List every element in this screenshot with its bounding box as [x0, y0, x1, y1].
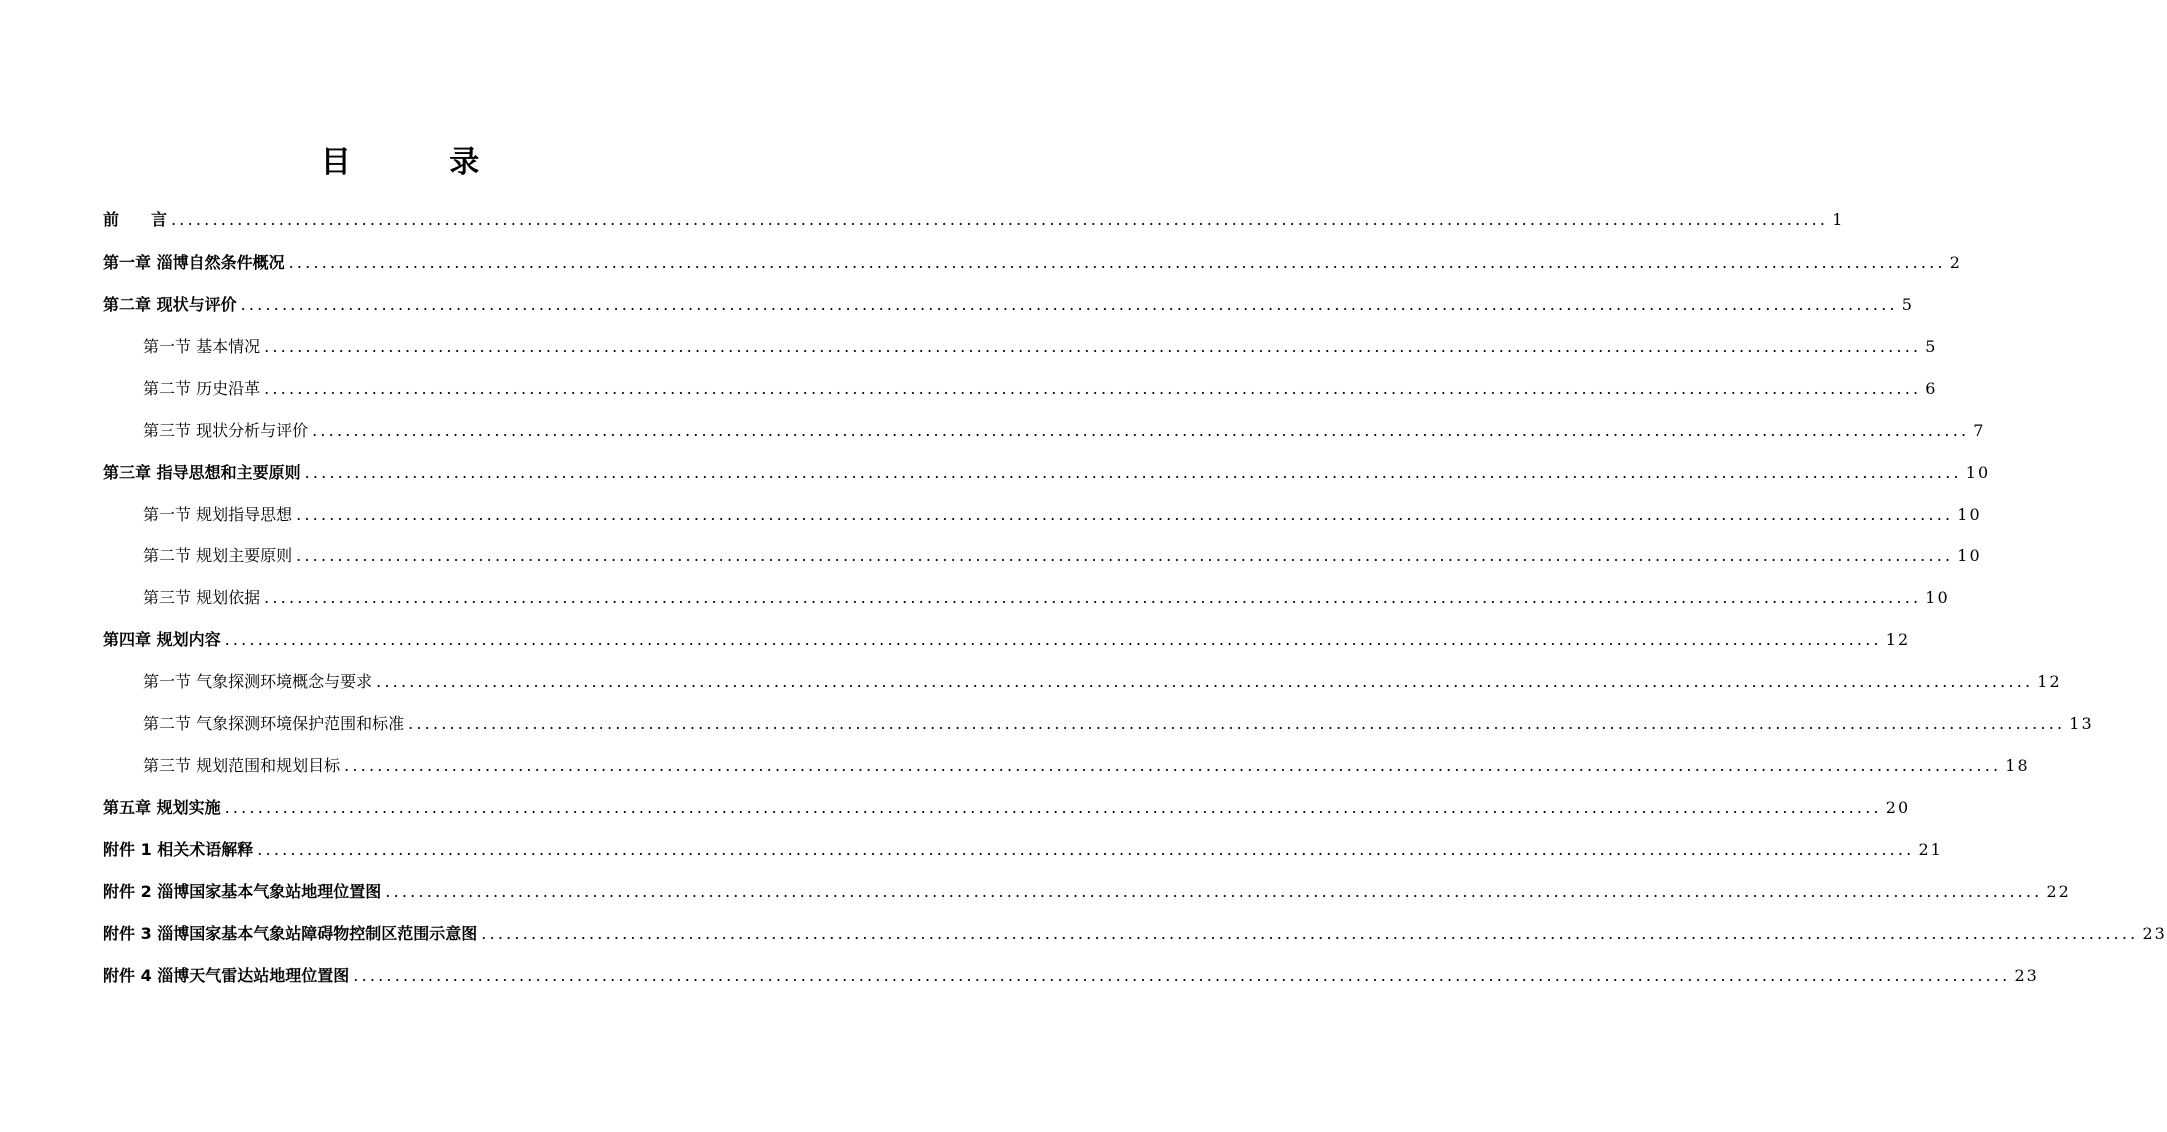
toc-entry-page: 7 [1973, 421, 1986, 440]
toc-entry-section-4-1[interactable] [143, 670, 2062, 694]
toc-entry-page: 18 [2005, 756, 2030, 775]
toc-leader-dots: ........................................................................................................................................................................................................ [288, 253, 1946, 272]
toc-entry-label: 第二章 现状与评价 [103, 295, 237, 314]
toc-entry-page: 13 [2069, 714, 2094, 733]
toc-entry-label: 第三章 指导思想和主要原则 [103, 463, 301, 482]
toc-entry-section-4-2[interactable] [143, 712, 2094, 736]
toc-entry-page: 12 [2037, 672, 2062, 691]
toc-entry-label: 第二节 历史沿革 [143, 379, 261, 398]
toc-entry-page: 10 [1957, 546, 1982, 565]
toc-leader-dots: ........................................................................................................................................................................................................ [353, 966, 2011, 985]
toc-entry-section-2-3[interactable] [143, 419, 1986, 443]
toc-entry-chapter-4[interactable] [103, 628, 1911, 652]
toc-entry-label: 第四章 规划内容 [103, 630, 221, 649]
toc-entry-page: 2 [1949, 253, 1962, 272]
toc-entry-label: 附件 2 淄博国家基本气象站地理位置图 [103, 882, 382, 901]
toc-entry-label: 第二节 气象探测环境保护范围和标准 [143, 714, 405, 733]
toc-entry-section-2-1[interactable] [143, 335, 1938, 359]
toc-leader-dots: ........................................................................................................................................................................................................ [408, 714, 2066, 733]
toc-entry-page: 10 [1957, 505, 1982, 524]
toc-entry-label: 第三节 规划依据 [143, 588, 261, 607]
toc-entry-label: 第三节 规划范围和规划目标 [143, 756, 341, 775]
toc-entry-label: 第一章 淄博自然条件概况 [103, 253, 285, 272]
toc-entry-page: 5 [1925, 337, 1938, 356]
toc-entry-appendix-3[interactable] [103, 922, 2167, 946]
toc-entry-label: 前 言 [103, 210, 168, 229]
toc-leader-dots: ........................................................................................................................................................................................................ [296, 546, 1954, 565]
toc-leader-dots: ........................................................................................................................................................................................................ [312, 421, 1970, 440]
toc-entry-page: 10 [1965, 463, 1991, 482]
toc-entry-section-3-1[interactable] [143, 503, 1982, 527]
toc-leader-dots: ........................................................................................................................................................................................................ [257, 840, 1915, 859]
toc-entry-label: 第一节 基本情况 [143, 337, 261, 356]
toc-leader-dots: ........................................................................................................................................................................................................ [376, 672, 2034, 691]
toc-entry-page: 6 [1925, 379, 1938, 398]
toc-leader-dots: ........................................................................................................................................................................................................ [264, 588, 1922, 607]
toc-leader-dots: ........................................................................................................................................................................................................ [224, 630, 1882, 649]
toc-leader-dots: ........................................................................................................................................................................................................ [224, 798, 1882, 817]
toc-entry-appendix-2[interactable] [103, 880, 2071, 904]
page-title: 目 录 [320, 145, 524, 180]
toc-entry-section-3-3[interactable] [143, 586, 1950, 610]
toc-entry-page: 22 [2046, 882, 2071, 901]
toc-entry-preface[interactable] [103, 208, 1845, 232]
toc-leader-dots: ........................................................................................................................................................................................................ [344, 756, 2002, 775]
toc-leader-dots: ........................................................................................................................................................................................................ [481, 924, 2139, 943]
toc-entry-section-3-2[interactable] [143, 544, 1982, 568]
toc-entry-page: 1 [1832, 210, 1845, 229]
toc-leader-dots: ........................................................................................................................................................................................................ [171, 210, 1829, 229]
toc-entry-label: 附件 1 相关术语解释 [103, 840, 254, 859]
toc-entry-label: 第二节 规划主要原则 [143, 546, 293, 565]
toc-entry-page: 21 [1918, 840, 1943, 859]
toc-entry-chapter-5[interactable] [103, 796, 1911, 820]
toc-entry-page: 23 [2014, 966, 2039, 985]
toc-leader-dots: ........................................................................................................................................................................................................ [264, 337, 1922, 356]
toc-entry-chapter-3[interactable] [103, 461, 1991, 485]
toc-entry-section-2-2[interactable] [143, 377, 1938, 401]
toc-leader-dots: ........................................................................................................................................................................................................ [264, 379, 1922, 398]
toc-entry-page: 23 [2142, 924, 2167, 943]
toc-entry-chapter-2[interactable] [103, 293, 1914, 317]
toc-entry-page: 20 [1885, 798, 1911, 817]
toc-leader-dots: ........................................................................................................................................................................................................ [240, 295, 1898, 314]
toc-entry-page: 10 [1925, 588, 1950, 607]
toc-leader-dots: ........................................................................................................................................................................................................ [304, 463, 1962, 482]
toc-entry-section-4-3[interactable] [143, 754, 2030, 778]
toc-entry-label: 附件 4 淄博天气雷达站地理位置图 [103, 966, 350, 985]
toc-entry-appendix-4[interactable] [103, 964, 2039, 988]
toc-entry-appendix-1[interactable] [103, 838, 1943, 862]
toc-entry-label: 附件 3 淄博国家基本气象站障碍物控制区范围示意图 [103, 924, 478, 943]
toc-entry-label: 第三节 现状分析与评价 [143, 421, 309, 440]
toc-leader-dots: ........................................................................................................................................................................................................ [385, 882, 2043, 901]
toc-leader-dots: ........................................................................................................................................................................................................ [296, 505, 1954, 524]
toc-entry-label: 第五章 规划实施 [103, 798, 221, 817]
toc-entry-page: 12 [1885, 630, 1911, 649]
toc-entry-label: 第一节 气象探测环境概念与要求 [143, 672, 373, 691]
toc-entry-label: 第一节 规划指导思想 [143, 505, 293, 524]
toc-entry-chapter-1[interactable] [103, 251, 1962, 275]
toc-entry-page: 5 [1901, 295, 1914, 314]
